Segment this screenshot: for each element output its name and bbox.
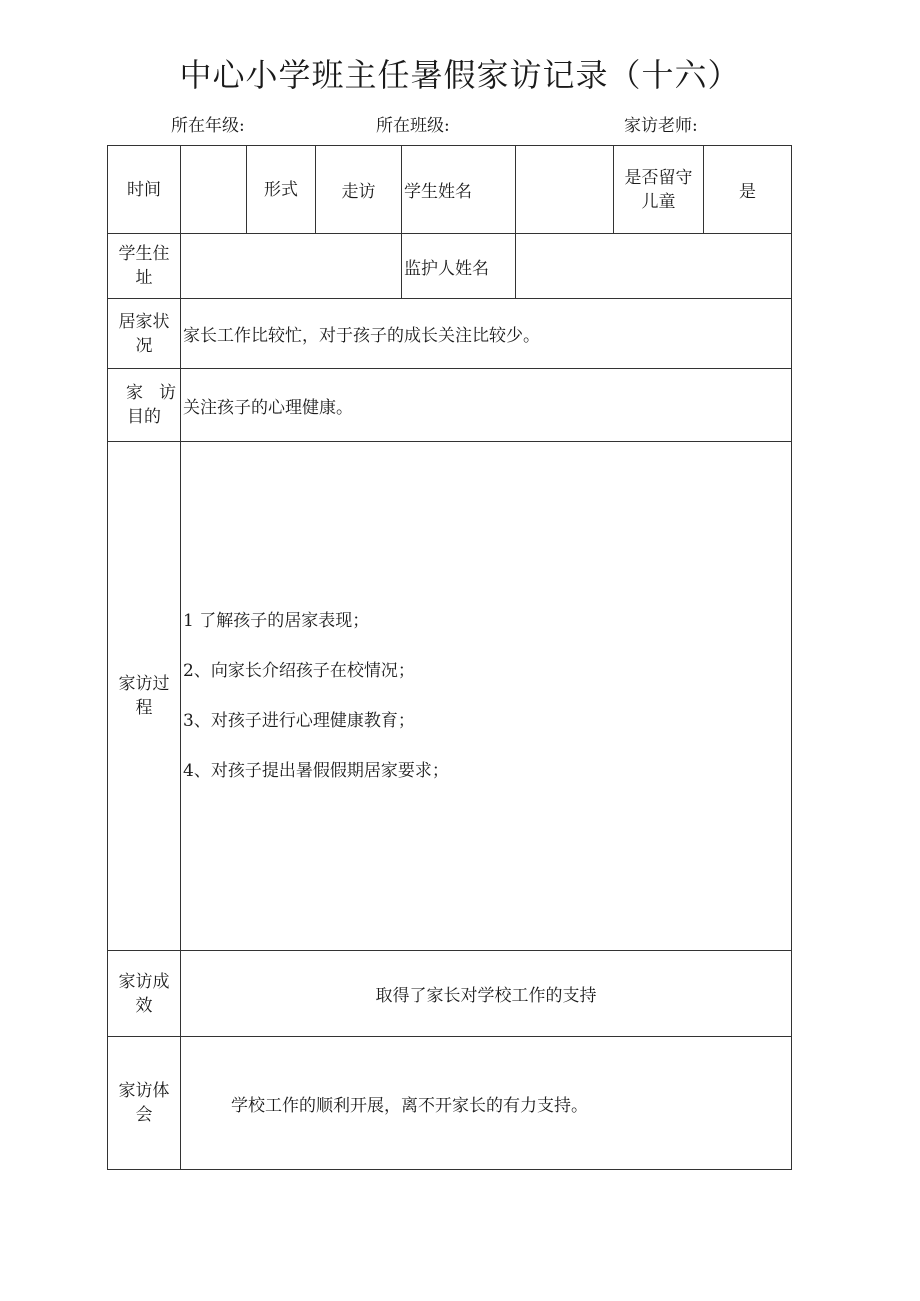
visit-result-label-cell [108, 951, 181, 1037]
row-visit-process [108, 442, 792, 951]
visit-process-label-cell [108, 442, 181, 951]
visit-purpose-value-cell [181, 369, 792, 442]
visit-process-item: 2、向家长介绍孩子在校情况； [183, 661, 415, 681]
form-value: 走访 [341, 182, 376, 202]
class-label: 所在班级: [376, 116, 450, 136]
home-situation-label-line1: 居家状 [118, 311, 170, 332]
time-value-cell [181, 146, 247, 234]
left-behind-value: 是 [739, 182, 756, 202]
row-home-situation [108, 299, 792, 369]
row-visit-reflection [108, 1037, 792, 1170]
student-name-value-cell [516, 146, 614, 234]
visit-result-value-cell [181, 951, 792, 1037]
address-label-line1: 学生住 [118, 244, 170, 264]
visit-process-item: 1 了解孩子的居家表现； [183, 611, 370, 631]
visit-purpose-value: 关注孩子的心理健康。 [183, 397, 353, 418]
visit-purpose-label-cell [108, 369, 181, 442]
visit-purpose-label-line2: 目的 [127, 407, 161, 427]
guardian-value-cell [516, 234, 792, 299]
visit-reflection-label-line2: 会 [135, 1105, 153, 1125]
visit-result-label-line2: 效 [135, 995, 153, 1016]
row-visit-purpose [108, 369, 792, 442]
home-situation-value: 家长工作比较忙，对于孩子的成长关注比较少。 [183, 326, 540, 346]
visit-process-label-line2: 程 [135, 698, 153, 718]
visit-result-label-line1: 家访成 [118, 971, 170, 992]
left-behind-label-line1: 是否留守 [624, 167, 693, 188]
time-label: 时间 [127, 179, 161, 200]
address-label-line2: 址 [135, 268, 153, 288]
left-behind-value-cell [704, 146, 792, 234]
grade-label: 所在年级: [171, 116, 245, 136]
form-label-cell [247, 146, 316, 234]
time-label-cell [108, 146, 181, 234]
visit-process-item: 4、对孩子提出暑假假期居家要求； [183, 761, 449, 781]
home-situation-label-cell [108, 299, 181, 369]
address-value-cell [181, 234, 402, 299]
visit-purpose-label-line1 [110, 381, 178, 405]
visit-record-table [107, 145, 792, 1170]
visit-result-value: 取得了家长对学校工作的支持 [375, 986, 597, 1006]
form-label: 形式 [264, 179, 298, 200]
teacher-label: 家访老师: [624, 116, 698, 136]
home-situation-label-line2: 况 [135, 335, 153, 356]
visit-reflection-value-cell [181, 1037, 792, 1170]
left-behind-label-line2: 儿童 [641, 191, 676, 212]
student-name-label: 学生姓名 [404, 182, 472, 202]
address-label-cell [108, 234, 181, 299]
guardian-label-cell [402, 234, 516, 299]
student-name-label-cell [402, 146, 516, 234]
visit-purpose-label-char2: 访 [159, 383, 176, 403]
row-address [108, 234, 792, 299]
visit-process-value-cell [181, 442, 792, 951]
home-situation-value-cell [181, 299, 792, 369]
form-value-cell [316, 146, 402, 234]
visit-process-item: 3、对孩子进行心理健康教育； [183, 711, 415, 731]
visit-purpose-label-char1: 家 [126, 383, 143, 403]
visit-reflection-value: 学校工作的顺利开展，离不开家长的有力支持。 [231, 1095, 588, 1116]
visit-process-label-line1: 家访过 [118, 674, 170, 694]
left-behind-label-cell [614, 146, 704, 234]
row-basic-info [108, 146, 792, 234]
row-visit-result [108, 951, 792, 1037]
page-title: 中心小学班主任暑假家访记录（十六） [179, 56, 741, 94]
guardian-label: 监护人姓名 [404, 258, 489, 279]
visit-reflection-label-line1: 家访体 [118, 1081, 170, 1101]
visit-reflection-label-cell [108, 1037, 181, 1170]
